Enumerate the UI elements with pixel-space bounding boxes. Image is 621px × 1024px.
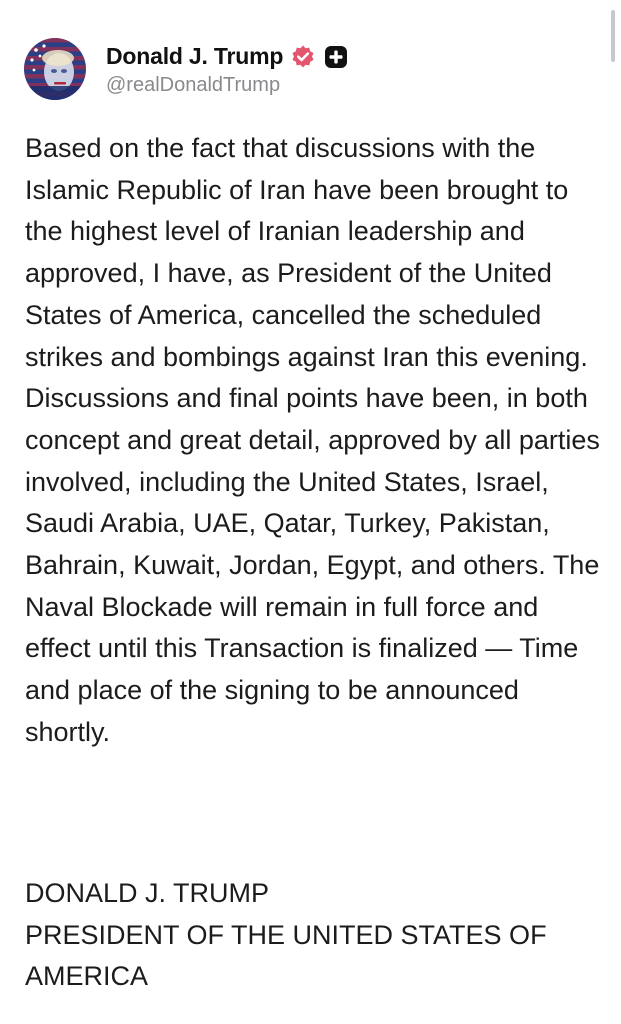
post-body-text: Based on the fact that discussions with the Islamic Republic of Iran have been brought to the highest level of Iranian leadership and approved, I have, as President of the United States of America, cancelled the scheduled strikes and bombings against Iran this evening. Discussions and final points have been, in both concept and great detail, approved by all parties involved, including the United States, Israel, Saudi Arabia, UAE, Qatar, Turkey, Pakistan, Bahrain, Kuwait, Jordan, Egypt, and others. The Naval Blockade will remain in full force and effect until this Transaction is finalized — Time and place of the signing to be announced shortly.	[25, 133, 600, 747]
author-handle[interactable]: @realDonaldTrump	[106, 73, 281, 96]
author-identity	[106, 42, 349, 97]
post-header	[24, 38, 349, 100]
post-signature: DONALD J. TRUMP PRESIDENT OF THE UNITED STATES OF AMERICA	[25, 878, 547, 992]
avatar-image	[24, 38, 86, 100]
display-name[interactable]: Donald J. Trump	[106, 43, 284, 69]
avatar[interactable]	[24, 38, 86, 100]
verified-badge-icon	[290, 44, 316, 70]
plus-badge-icon	[323, 44, 349, 70]
name-row	[106, 42, 349, 72]
scrollbar[interactable]	[611, 10, 615, 62]
